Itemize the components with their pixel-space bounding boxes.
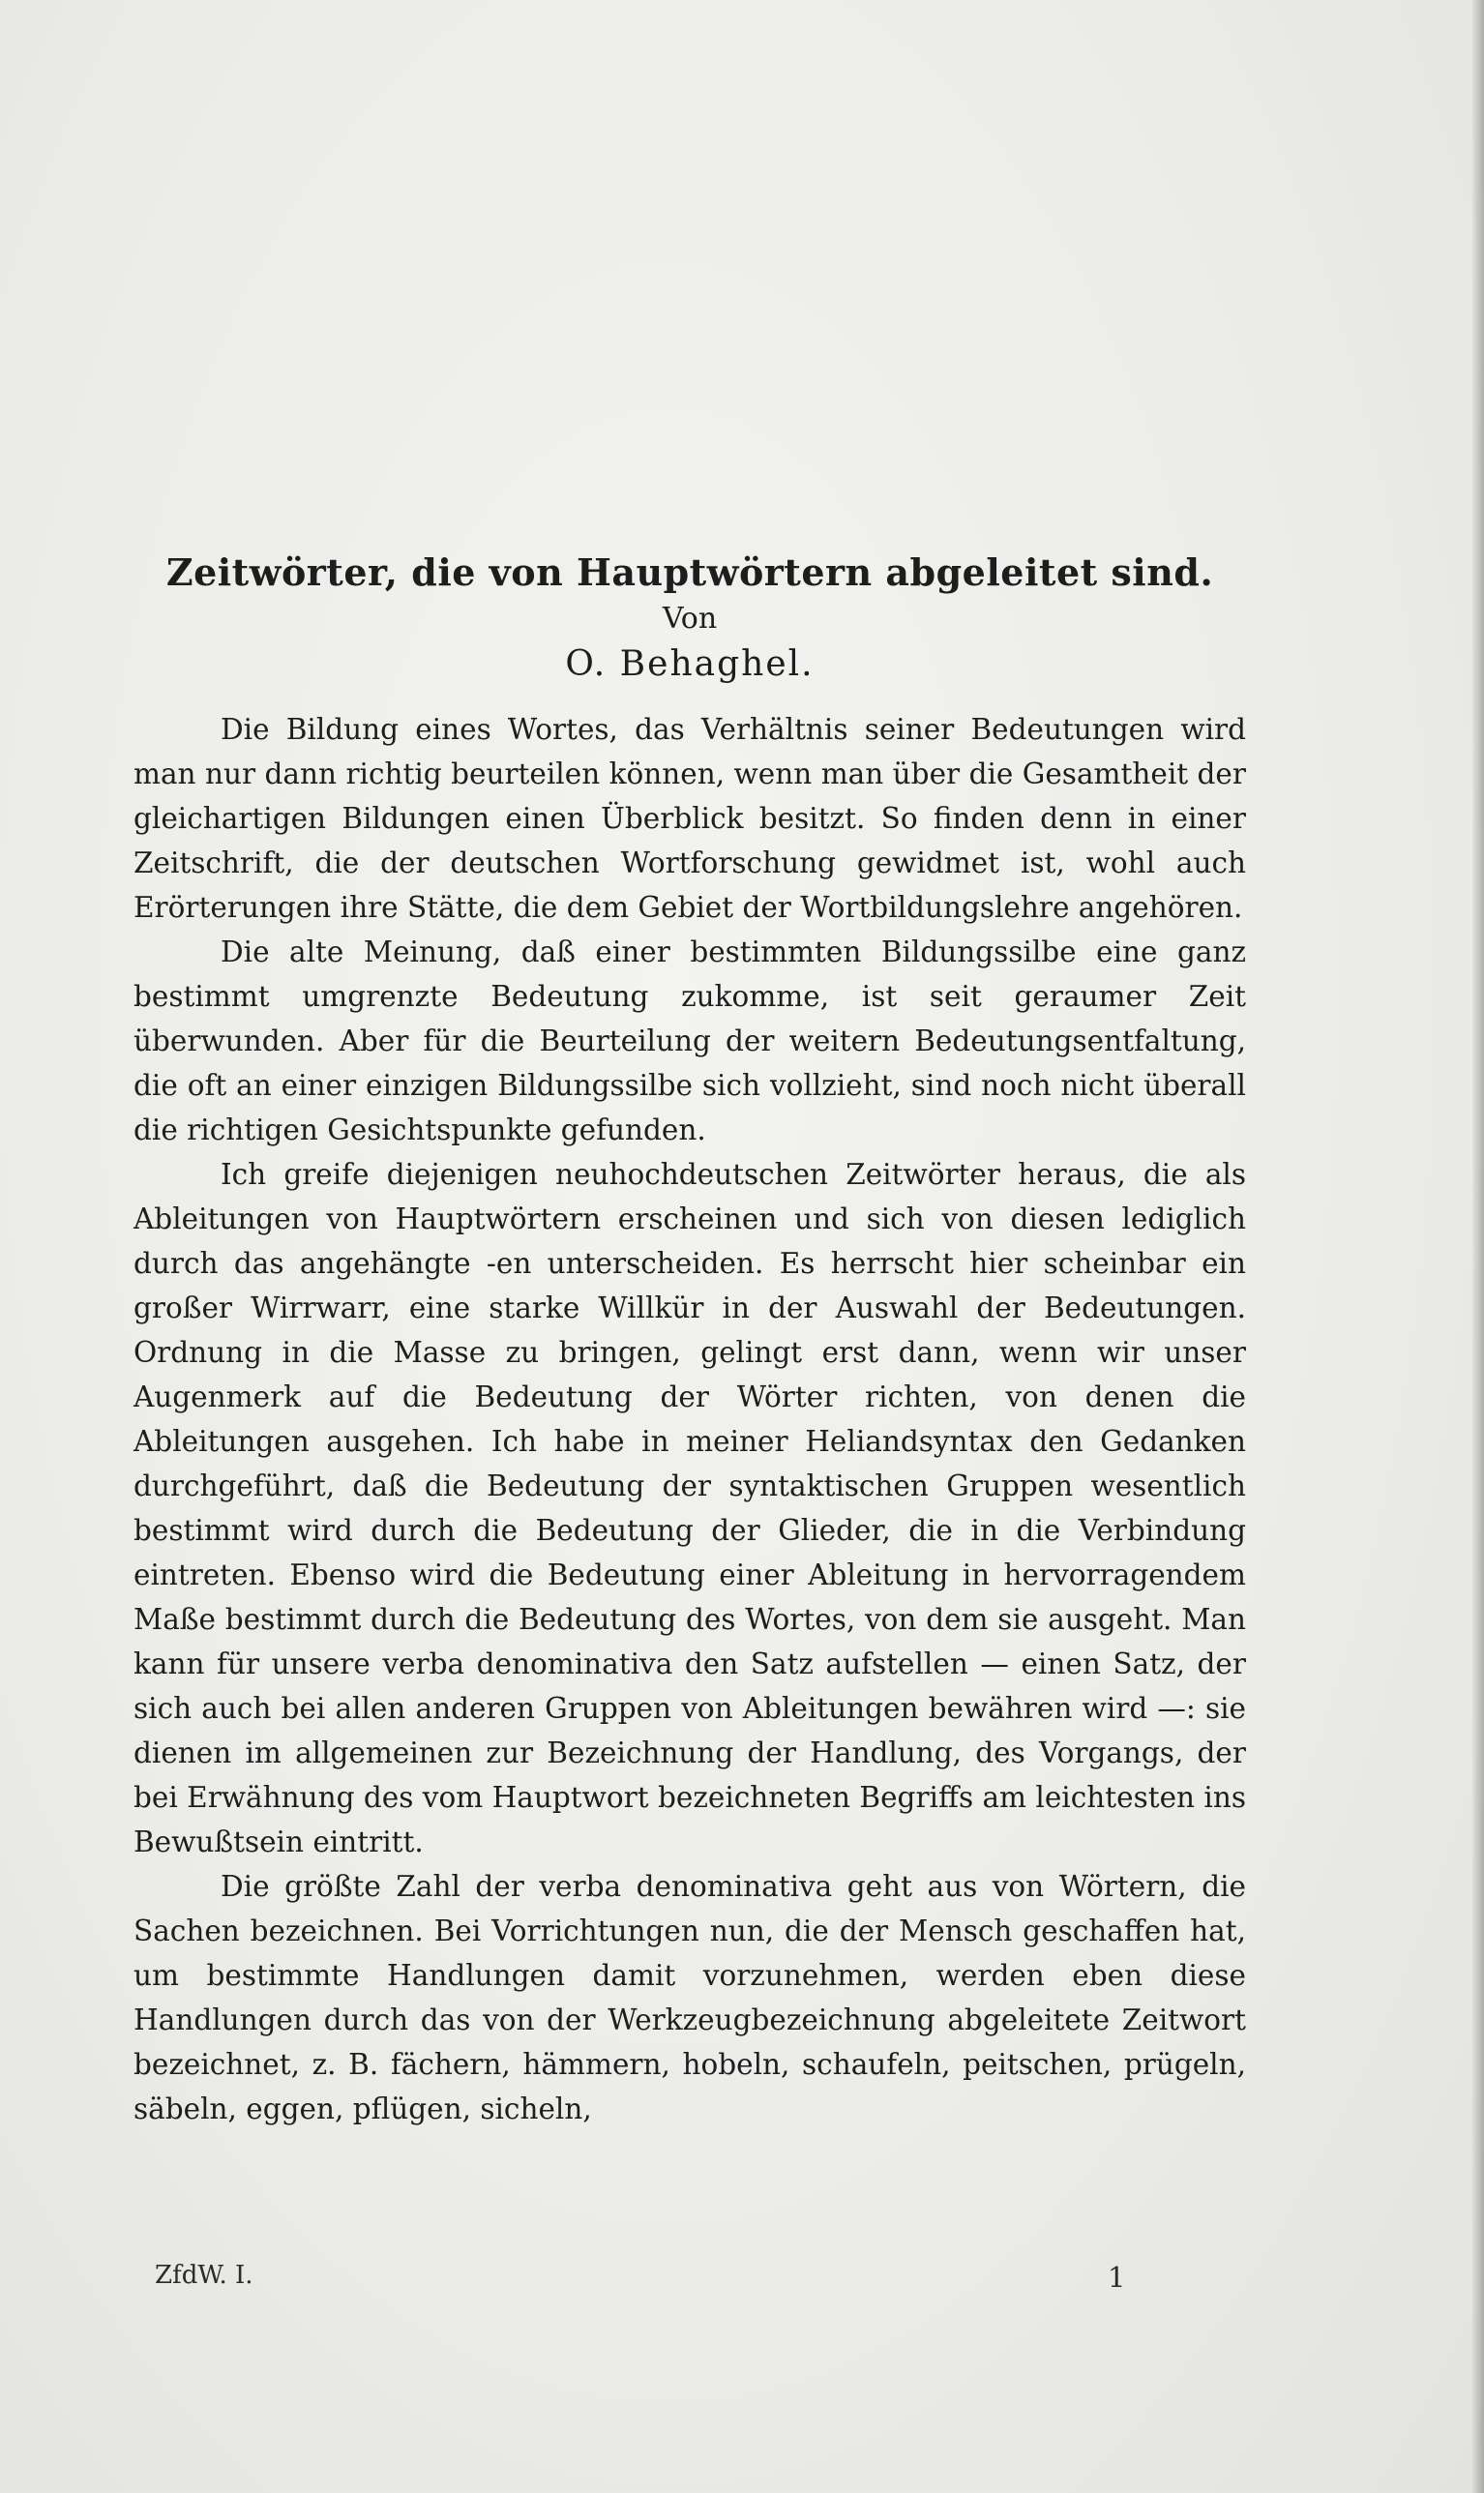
journal-signature: ZfdW. I. xyxy=(155,2261,253,2290)
author-name: O. Behaghel. xyxy=(565,644,815,684)
page-number: 1 xyxy=(1108,2261,1126,2294)
byline: Von xyxy=(662,602,718,636)
paragraph-1: Die Bildung eines Wortes, das Verhältnis seiner Bedeutungen wird man nur dann richtig beurteilen können, wenn man über die Gesamtheit der gleichartigen Bildungen einen Überblick besitzt. So finden denn in einer Zeitschrift, die der deutschen Wortforschung gewidmet ist, wohl auch Erörterungen ihre Stätte, die dem Gebiet der Wortbildungslehre angehören. xyxy=(134,713,1246,924)
article-title: Zeitwörter, die von Hauptwörtern abgeleitet sind. xyxy=(165,550,1214,594)
page-footer xyxy=(155,2261,1126,2300)
paragraph-2: Die alte Meinung, daß einer bestimmten Bildungssilbe eine ganz bestimmt umgrenzte Bedeutung zukomme, ist seit geraumer Zeit überwunden. Aber für die Beurteilung der weitern Bedeutungsentfaltung, die oft an einer einzigen Bildungssilbe sich vollzieht, sind noch nicht überall die richtigen Gesichtspunkte gefunden. xyxy=(134,935,1246,1146)
article xyxy=(134,547,1246,2131)
paragraph-4: Die größte Zahl der verba denominativa geht aus von Wörtern, die Sachen bezeichnen. Bei Vorrichtungen nun, die der Mensch geschaffen hat, um bestimmte Handlungen damit vorzunehmen, werden eben diese Handlungen durch das von der Werkzeugbezeichnung abgeleitete Zeitwort bezeichnet, z. B. fächern, hämmern, hobeln, schaufeln, peitschen, prügeln, säbeln, eggen, pflügen, sicheln, xyxy=(134,1870,1246,2125)
paragraph-3: Ich greife diejenigen neuhochdeutschen Zeitwörter heraus, die als Ableitungen von Hauptwörtern erscheinen und sich von diesen lediglich durch das angehängte -en unterscheiden. Es herrscht hier scheinbar ein großer Wirrwarr, eine starke Willkür in der Auswahl der Bedeutungen. Ordnung in die Masse zu bringen, gelingt erst dann, wenn wir unser Augenmerk auf die Bedeutung der Wörter richten, von denen die Ableitungen ausgehen. Ich habe in meiner Heliandsyntax den Gedanken durchgeführt, daß die Bedeutung der syntaktischen Gruppen wesentlich bestimmt wird durch die Bedeutung der Glieder, die in die Verbindung eintreten. Ebenso wird die Bedeutung einer Ableitung in hervorragendem Maße bestimmt durch die Bedeutung des Wortes, von dem sie ausgeht. Man kann für unsere verba denominativa den Satz aufstellen — einen Satz, der sich auch bei allen anderen Gruppen von Ableitungen bewähren wird —: sie dienen im allgemeinen zur Bezeichnung der Handlung, des Vorgangs, der bei Erwähnung des vom Hauptwort bezeichneten Begriffs am leichtesten ins Bewußtsein eintritt. xyxy=(134,1158,1246,1858)
page-edge-shadow xyxy=(1472,0,1484,2493)
